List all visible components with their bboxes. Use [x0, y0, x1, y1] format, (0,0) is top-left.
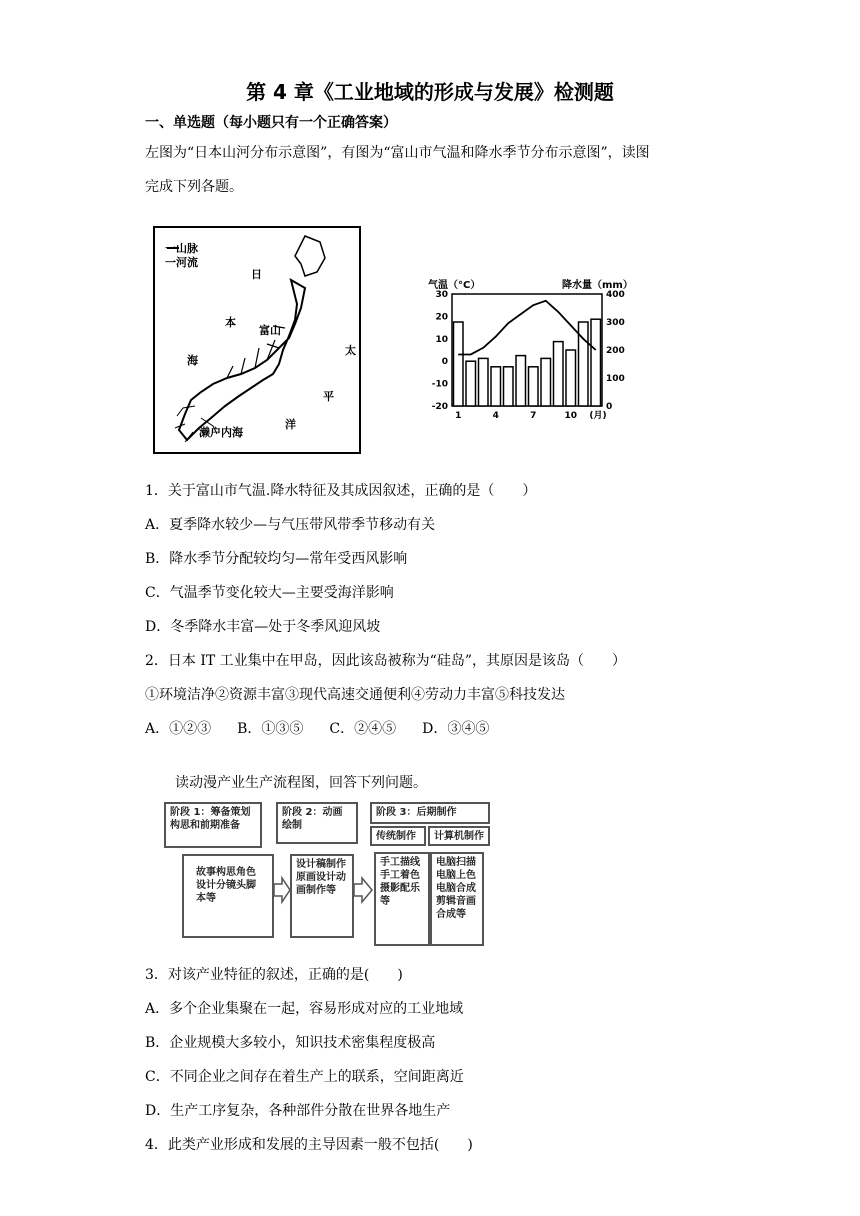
precip-bar [591, 319, 601, 406]
arrow-1-icon [274, 878, 290, 902]
q2-option-b[interactable]: B．①③⑤ [237, 721, 304, 737]
legend-river: 一河流 [165, 256, 198, 269]
stage-3-box: 阶段 3：后期制作 [370, 802, 490, 824]
map-label-ping: 平 [323, 390, 334, 403]
precip-bar [554, 342, 564, 406]
left-tick: -20 [431, 402, 448, 412]
computer-box: 计算机制作 [428, 826, 490, 846]
process-box-4: 电脑扫描电脑上色电脑合成剪辑音画合成等 [430, 852, 484, 946]
q2-option-a[interactable]: A．①②③ [145, 721, 212, 737]
right-tick: 400 [606, 290, 625, 300]
stage-2-box: 阶段 2：动画绘制 [276, 802, 358, 844]
map-label-ben: 本 [225, 316, 236, 329]
q3-option-a[interactable]: A．多个企业集聚在一起，容易形成对应的工业地域 [145, 1001, 464, 1017]
precip-bar [454, 322, 464, 406]
x-tick: 1 [455, 411, 462, 421]
q3-option-d[interactable]: D．生产工序复杂，各种部件分散在世界各地生产 [145, 1103, 451, 1119]
q3-option-c[interactable]: C．不同企业之间存在着生产上的联系，空间距离近 [145, 1069, 464, 1085]
q2-options [145, 718, 515, 738]
q1-option-d[interactable]: D．冬季降水丰富—处于冬季风迎风坡 [145, 619, 381, 635]
japan-map [153, 226, 361, 454]
q1-option-a[interactable]: A．夏季降水较少—与气压带风带季节移动有关 [145, 517, 436, 533]
q1-option-c[interactable]: C．气温季节变化较大—主要受海洋影响 [145, 585, 394, 601]
process-box-2: 设计稿制作原画设计动画制作等 [290, 854, 354, 938]
map-label-yang: 洋 [285, 418, 296, 431]
q2-option-d[interactable]: D．③④⑤ [422, 721, 490, 737]
q1-option-b[interactable]: B．降水季节分配较均匀—常年受西风影响 [145, 551, 408, 567]
temp-line [458, 301, 596, 355]
q4-stem: 4．此类产业形成和发展的主导因素一般不包括( ) [145, 1137, 473, 1153]
right-tick: 0 [606, 402, 613, 412]
legend-mountain: 一山脉 [165, 242, 198, 255]
left-tick: 10 [435, 334, 448, 345]
page-title: 第 4 章《工业地域的形成与发展》检测题 [246, 80, 614, 104]
precip-bar [504, 367, 514, 406]
precip-bar [479, 358, 489, 406]
left-tick: 20 [435, 312, 448, 323]
left-tick: 0 [441, 357, 448, 368]
x-tick: 10 [564, 411, 578, 421]
precip-bar [541, 358, 551, 406]
process-box-1: 故事构思角色设计分镜头脚本等 [182, 854, 274, 938]
map-label-setonaikai: 濑户内海 [199, 426, 243, 439]
right-tick: 100 [606, 374, 625, 384]
intro-line-2: 完成下列各题。 [145, 179, 243, 195]
flow-intro: 读动漫产业生产流程图，回答下列问题。 [175, 775, 427, 791]
map-label-tai: 太 [345, 344, 356, 357]
q1-stem: 1．关于富山市气温.降水特征及其成因叙述，正确的是（ ） [145, 483, 537, 499]
climate-chart [428, 276, 638, 426]
process-box-3: 手工描线手工着色摄影配乐等 [374, 852, 430, 946]
climate-plot [428, 276, 638, 426]
arrow-2-icon [354, 878, 372, 902]
precip-bar [491, 367, 501, 406]
q2-option-c[interactable]: C．②④⑤ [329, 721, 397, 737]
map-label-toyama: 富山 [259, 324, 281, 337]
map-label-ri: 日 [251, 268, 262, 281]
q3-stem: 3．对该产业特征的叙述，正确的是( ) [145, 967, 403, 983]
flow-diagram [160, 800, 496, 950]
right-axis-title: 降水量（mm） [562, 280, 633, 291]
q2-stem: 2．日本 IT 工业集中在甲岛，因此该岛被称为“硅岛”，其原因是该岛（ ） [145, 653, 626, 669]
x-tick: 7 [530, 411, 537, 421]
left-tick: 30 [435, 290, 448, 300]
x-tick: (月) [589, 411, 607, 421]
right-tick: 200 [606, 346, 625, 356]
stage-1-box: 阶段 1：筹备策划构思和前期准备 [164, 802, 262, 848]
map-label-hai: 海 [187, 354, 198, 367]
precip-bar [529, 367, 539, 406]
precip-bar [516, 356, 526, 406]
x-tick: 4 [492, 411, 499, 421]
right-tick: 300 [606, 318, 625, 328]
q2-items: ①环境洁净②资源丰富③现代高速交通便利④劳动力丰富⑤科技发达 [145, 687, 565, 703]
traditional-box: 传统制作 [370, 826, 426, 846]
left-tick: -10 [431, 379, 448, 390]
precip-bar [566, 350, 576, 406]
precip-bar [466, 361, 476, 406]
intro-line-1: 左图为“日本山河分布示意图”，有图为“富山市气温和降水季节分布示意图”，读图 [145, 145, 650, 161]
left-axis-title: 气温（°C） [428, 280, 481, 291]
section-heading: 一、单选题（每小题只有一个正确答案） [145, 115, 397, 131]
q3-option-b[interactable]: B．企业规模大多较小，知识技术密集程度极高 [145, 1035, 436, 1051]
